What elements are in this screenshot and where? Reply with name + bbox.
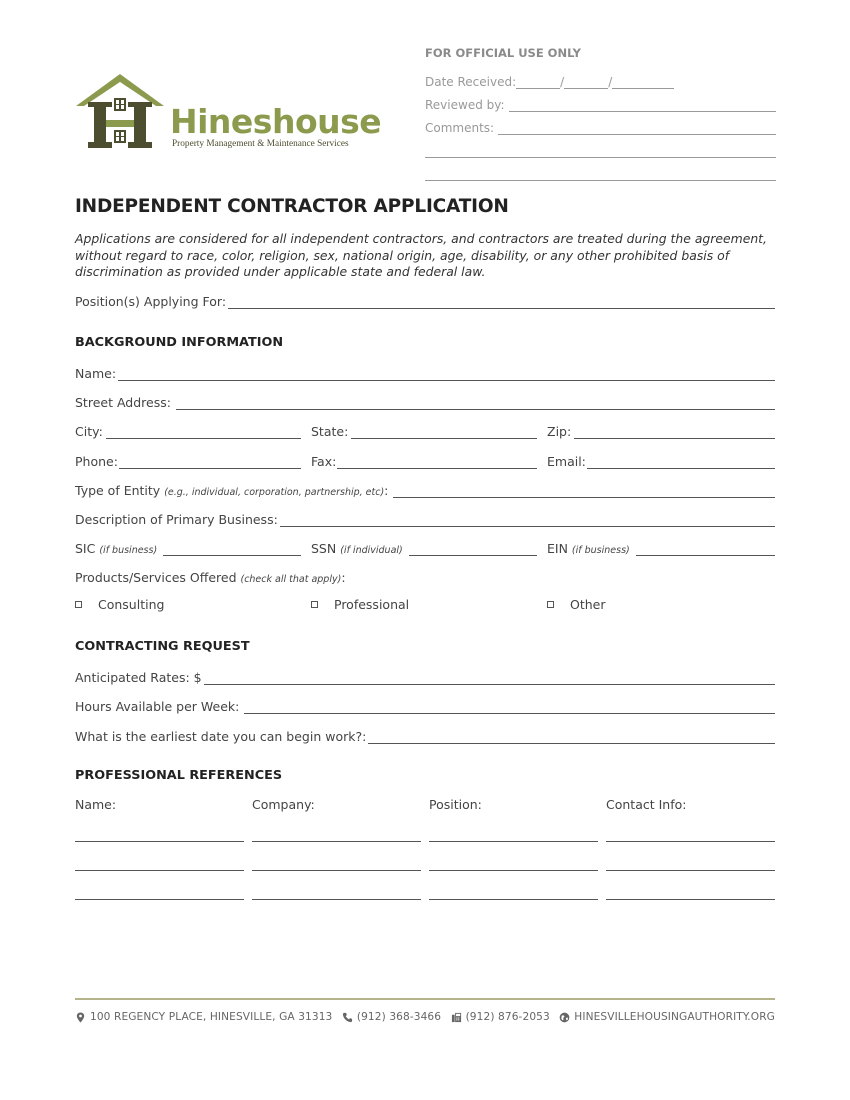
intro-paragraph: Applications are considered for all independent contractors, and contractors are treated during the agreement, without regard to race, color, religion, sex, national origin, age, disability, or any other prohibited basis of discrimination as provided under applicable state and federal law.: [75, 231, 767, 279]
city-state-zip-row: [75, 421, 775, 439]
rates-field[interactable]: [204, 671, 775, 685]
other-checkbox-box[interactable]: [547, 601, 554, 608]
house-logo-icon: [74, 72, 166, 152]
comments-line-3[interactable]: [425, 158, 776, 181]
phone-cell: [75, 451, 301, 469]
state-cell: [311, 421, 537, 439]
footer-fax-text: (912) 876-2053: [465, 1011, 550, 1023]
contracting-heading: CONTRACTING REQUEST: [75, 639, 250, 654]
entity-row: [75, 480, 775, 498]
consulting-checkbox-box[interactable]: [75, 601, 82, 608]
products-hint: (check all that apply): [240, 574, 342, 585]
ein-field[interactable]: [636, 542, 775, 556]
date-received-day-field[interactable]: [564, 77, 608, 89]
checkbox-other[interactable]: [547, 597, 606, 612]
footer-fax: [451, 1011, 550, 1023]
phone-field[interactable]: [119, 455, 301, 469]
zip-field[interactable]: [574, 425, 775, 439]
city-label: City:: [75, 424, 103, 439]
reference-2-company-field[interactable]: [252, 870, 421, 871]
entity-label-group: Type of Entity (e.g., individual, corporation, partnership, etc):: [75, 483, 389, 498]
background-heading: BACKGROUND INFORMATION: [75, 335, 284, 350]
entity-field[interactable]: [393, 484, 775, 498]
reviewed-by-field[interactable]: [509, 100, 776, 112]
street-field[interactable]: [176, 396, 775, 410]
footer-website-text[interactable]: HINESVILLEHOUSINGAUTHORITY.ORG: [574, 1011, 775, 1023]
ein-hint: (if business): [571, 545, 630, 556]
zip-cell: [547, 421, 775, 439]
phone-fax-email-row: [75, 451, 775, 469]
reference-2-position-field[interactable]: [429, 870, 598, 871]
company-logo: [74, 72, 382, 154]
products-label-group: Products/Services Offered (check all that apply):: [75, 570, 346, 585]
footer-divider: [75, 998, 775, 1000]
primary-business-row: [75, 509, 775, 527]
references-heading: PROFESSIONAL REFERENCES: [75, 768, 283, 783]
start-date-label: What is the earliest date you can begin work?:: [75, 729, 367, 744]
reference-1-contact-field[interactable]: [606, 841, 775, 842]
sic-label: SIC: [75, 541, 96, 556]
rates-label: Anticipated Rates: $: [75, 670, 202, 685]
street-row: [75, 392, 775, 410]
position-row: [75, 291, 775, 309]
position-label: Position(s) Applying For:: [75, 294, 227, 309]
phone-icon: [342, 1012, 353, 1023]
phone-label: Phone:: [75, 454, 118, 469]
ref-col-contact: Contact Info:: [606, 797, 687, 812]
footer-website[interactable]: [559, 1011, 775, 1023]
hours-field[interactable]: [244, 700, 775, 714]
sic-cell: [75, 538, 301, 556]
reference-3-company-field[interactable]: [252, 899, 421, 900]
name-row: [75, 363, 775, 381]
date-received-label: Date Received:: [425, 75, 517, 89]
reference-1-name-field[interactable]: [75, 841, 244, 842]
primary-business-label: Description of Primary Business:: [75, 512, 278, 527]
consulting-label: Consulting: [98, 597, 165, 612]
state-label: State:: [311, 424, 349, 439]
start-date-field[interactable]: [368, 730, 775, 744]
other-label: Other: [570, 597, 606, 612]
footer-phone-text: (912) 368-3466: [356, 1011, 442, 1023]
document-title: INDEPENDENT CONTRACTOR APPLICATION: [75, 196, 509, 217]
reviewed-by-label: Reviewed by:: [425, 98, 505, 112]
street-label: Street Address:: [75, 395, 171, 410]
name-field[interactable]: [118, 367, 775, 381]
ref-col-position: Position:: [429, 797, 482, 812]
official-use-title: FOR OFFICIAL USE ONLY: [425, 46, 581, 60]
ein-label: EIN: [547, 541, 568, 556]
logo-wordmark: Hineshouse: [170, 102, 382, 141]
ssn-field[interactable]: [409, 542, 537, 556]
ein-cell: [547, 538, 775, 556]
globe-icon: [559, 1012, 570, 1023]
fax-cell: [311, 451, 537, 469]
sic-hint: (if business): [99, 545, 158, 556]
email-label: Email:: [547, 454, 586, 469]
ssn-hint: (if individual): [340, 545, 403, 556]
hours-row: [75, 696, 775, 714]
ref-col-company: Company:: [252, 797, 315, 812]
footer-address-text: 100 REGENCY PLACE, HINESVILLE, GA 31313: [90, 1011, 333, 1023]
reviewed-by-row: [425, 89, 776, 112]
products-label: Products/Services Offered: [75, 570, 237, 585]
professional-checkbox-box[interactable]: [311, 601, 318, 608]
entity-hint: (e.g., individual, corporation, partnership, etc): [164, 487, 385, 498]
fax-icon: [451, 1012, 462, 1023]
city-cell: [75, 421, 301, 439]
ssn-cell: [311, 538, 537, 556]
ssn-label: SSN: [311, 541, 337, 556]
reference-2-contact-field[interactable]: [606, 870, 775, 871]
email-cell: [547, 451, 775, 469]
footer-address: [75, 1011, 332, 1023]
map-pin-icon: [75, 1012, 86, 1023]
logo-tagline: Property Management & Maintenance Services: [172, 139, 349, 149]
zip-label: Zip:: [547, 424, 572, 439]
fax-label: Fax:: [311, 454, 337, 469]
city-field[interactable]: [106, 425, 301, 439]
hours-label: Hours Available per Week:: [75, 699, 240, 714]
state-field[interactable]: [351, 425, 537, 439]
fax-field[interactable]: [337, 455, 537, 469]
footer: [75, 1011, 775, 1023]
date-received-month-field[interactable]: [516, 77, 560, 89]
footer-phone: [342, 1011, 441, 1023]
checkbox-professional[interactable]: [311, 597, 409, 612]
reference-3-position-field[interactable]: [429, 899, 598, 900]
reference-1-company-field[interactable]: [252, 841, 421, 842]
rates-row: [75, 667, 775, 685]
name-label: Name:: [75, 366, 117, 381]
checkbox-consulting[interactable]: [75, 597, 164, 612]
official-use-box: [425, 46, 776, 181]
comments-field[interactable]: [498, 123, 776, 135]
entity-label: Type of Entity: [75, 483, 161, 498]
start-date-row: [75, 726, 775, 744]
sic-field[interactable]: [163, 542, 301, 556]
comments-label: Comments:: [425, 121, 495, 135]
reference-3-contact-field[interactable]: [606, 899, 775, 900]
products-row: [75, 567, 775, 585]
primary-business-field[interactable]: [280, 513, 775, 527]
date-received-year-field[interactable]: [612, 77, 674, 89]
date-received-row: Date Received: / /: [425, 66, 776, 89]
reference-2-name-field[interactable]: [75, 870, 244, 871]
email-field[interactable]: [587, 455, 775, 469]
comments-row: [425, 112, 776, 135]
ref-col-name: Name:: [75, 797, 117, 812]
sic-ssn-ein-row: [75, 538, 775, 556]
professional-label: Professional: [334, 597, 410, 612]
reference-3-name-field[interactable]: [75, 899, 244, 900]
position-field[interactable]: [228, 295, 775, 309]
comments-line-2[interactable]: [425, 135, 776, 158]
reference-1-position-field[interactable]: [429, 841, 598, 842]
